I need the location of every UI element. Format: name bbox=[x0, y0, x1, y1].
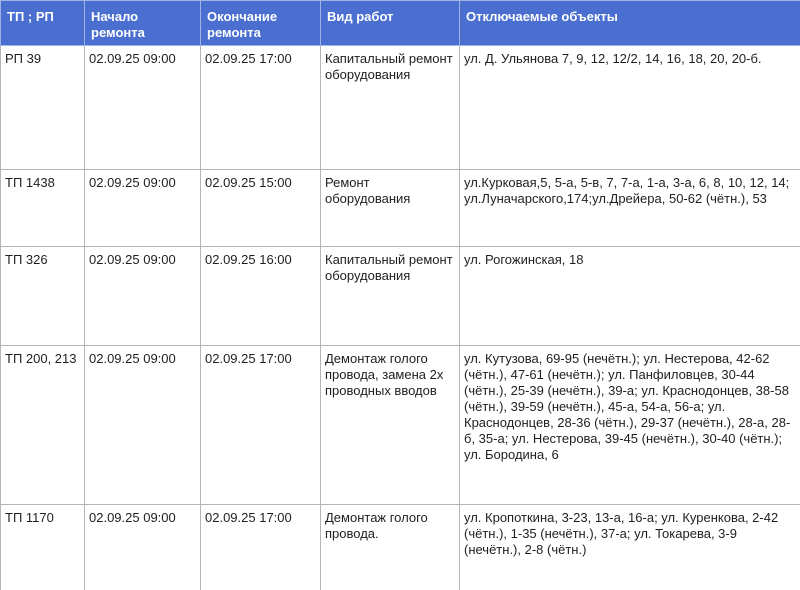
cell-objects: ул. Кропоткина, 3-23, 13-а, 16-а; ул. Куренкова, 2-42 (чётн.), 1-35 (нечётн.), 37-а; ул. Токарева, 3-9 (нечётн.), 2-8 (чётн.) bbox=[460, 505, 800, 590]
cell-station: ТП 1170 bbox=[1, 505, 85, 590]
table-row bbox=[1, 346, 800, 505]
cell-work-type: Капитальный ремонт оборудования bbox=[321, 247, 460, 346]
cell-end: 02.09.25 16:00 bbox=[201, 247, 321, 346]
table-row bbox=[1, 505, 800, 590]
cell-station: ТП 326 bbox=[1, 247, 85, 346]
cell-objects: ул. Рогожинская, 18 bbox=[460, 247, 800, 346]
cell-start: 02.09.25 09:00 bbox=[85, 170, 201, 247]
header-end: Окончание ремонта bbox=[201, 1, 321, 46]
cell-work-type: Ремонт оборудования bbox=[321, 170, 460, 247]
cell-station: РП 39 bbox=[1, 46, 85, 170]
table-row bbox=[1, 247, 800, 346]
table-body bbox=[1, 46, 800, 590]
header-objects: Отключаемые объекты bbox=[460, 1, 800, 46]
cell-start: 02.09.25 09:00 bbox=[85, 247, 201, 346]
cell-work-type: Капитальный ремонт оборудования bbox=[321, 46, 460, 170]
cell-work-type: Демонтаж голого провода. bbox=[321, 505, 460, 590]
cell-station: ТП 200, 213 bbox=[1, 346, 85, 505]
cell-end: 02.09.25 15:00 bbox=[201, 170, 321, 247]
table-header bbox=[1, 1, 800, 46]
cell-station: ТП 1438 bbox=[1, 170, 85, 247]
header-station: ТП ; РП bbox=[1, 1, 85, 46]
cell-start: 02.09.25 09:00 bbox=[85, 46, 201, 170]
header-row bbox=[1, 1, 800, 46]
cell-end: 02.09.25 17:00 bbox=[201, 346, 321, 505]
header-work-type: Вид работ bbox=[321, 1, 460, 46]
cell-objects: ул. Д. Ульянова 7, 9, 12, 12/2, 14, 16, 18, 20, 20-б. bbox=[460, 46, 800, 170]
table-row bbox=[1, 170, 800, 247]
cell-end: 02.09.25 17:00 bbox=[201, 46, 321, 170]
cell-start: 02.09.25 09:00 bbox=[85, 505, 201, 590]
header-start: Начало ремонта bbox=[85, 1, 201, 46]
cell-objects: ул.Курковая,5, 5-а, 5-в, 7, 7-а, 1-а, 3-а, 6, 8, 10, 12, 14; ул.Луначарского,174;ул.Дрейера, 50-62 (чётн.), 53 bbox=[460, 170, 800, 247]
cell-end: 02.09.25 17:00 bbox=[201, 505, 321, 590]
cell-objects: ул. Кутузова, 69-95 (нечётн.); ул. Нестерова, 42-62 (чётн.), 47-61 (нечётн.); ул. Панфиловцев, 30-44 (чётн.), 25-39 (нечётн.), 39-а; ул. Краснодонцев, 38-58 (чётн.), 39-59 (нечётн.), 45-а, 54-а, 56-а; ул. Краснодонцев, 28-36 (чётн.), 29-37 (нечётн.), 28-а, 28-б, 35-а; ул. Нестерова, 39-45 (нечётн.), 30-40 (чётн.); ул. Бородина, 6 bbox=[460, 346, 800, 505]
cell-work-type: Демонтаж голого провода, замена 2х проводных вводов bbox=[321, 346, 460, 505]
table-row bbox=[1, 46, 800, 170]
cell-start: 02.09.25 09:00 bbox=[85, 346, 201, 505]
